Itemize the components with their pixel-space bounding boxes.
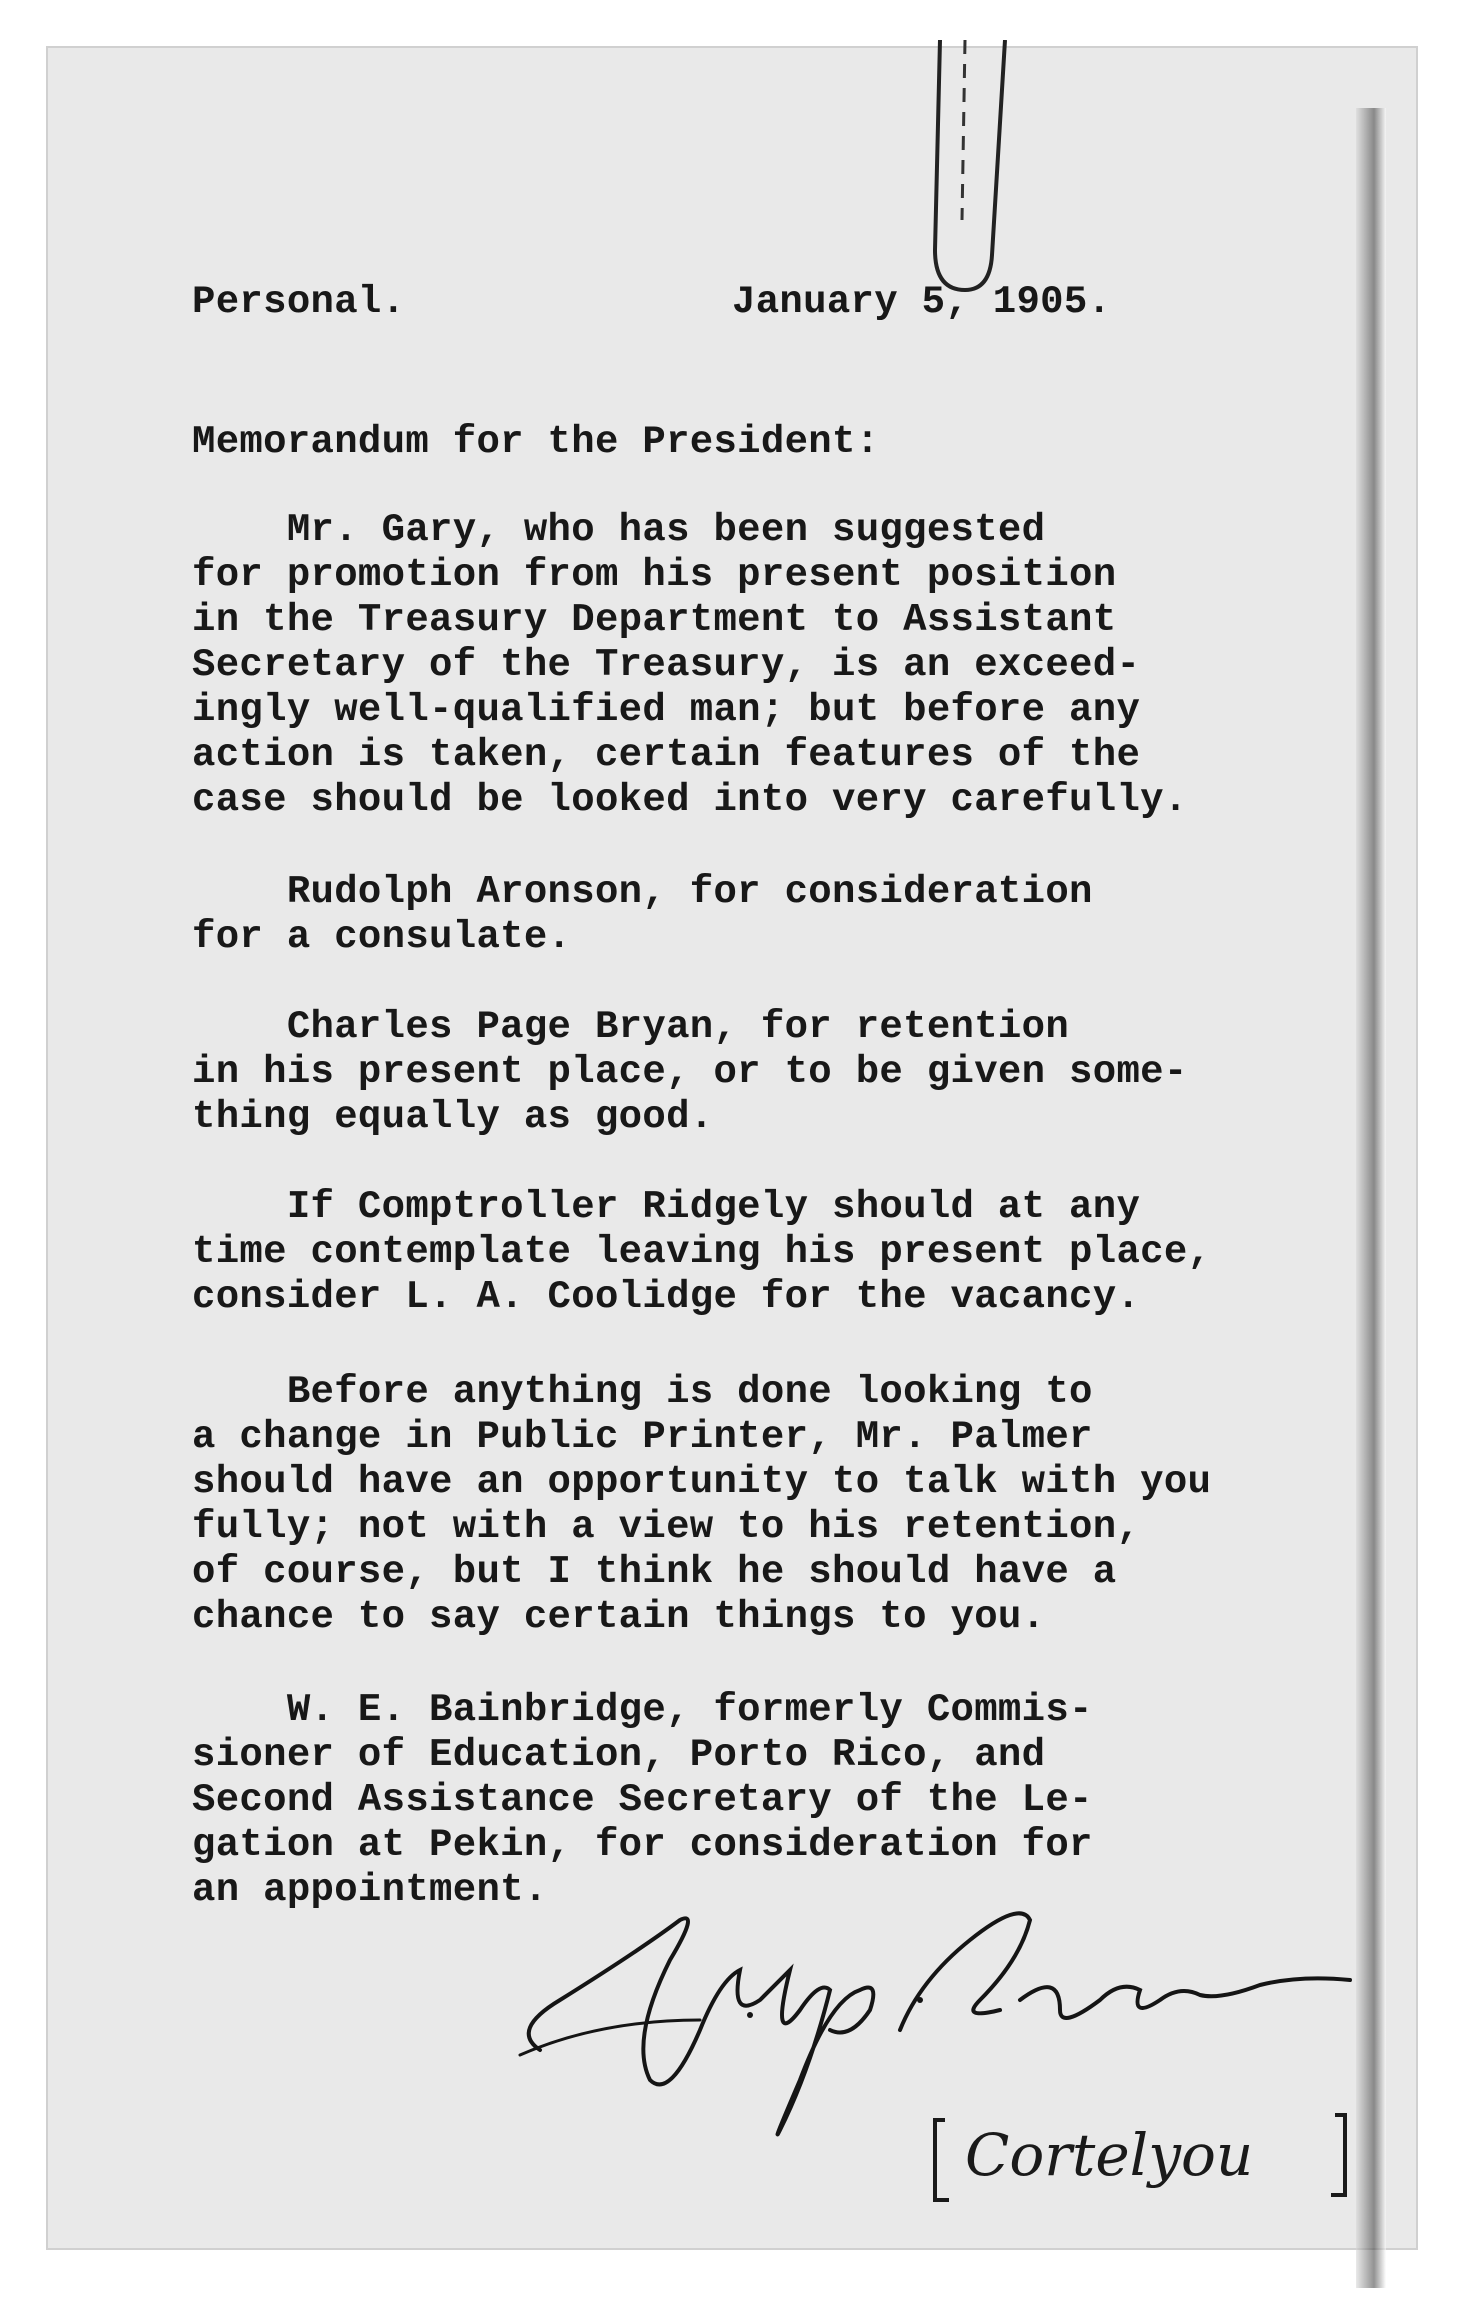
letter-date: January 5, 1905.	[732, 280, 1112, 324]
paragraph-bainbridge: W. E. Bainbridge, formerly Commis- sioner of Education, Porto Rico, and Second Assistance Secretary of the Le- gation at Pekin, for consideration for an appointment.	[192, 1688, 1093, 1912]
cortelyou-annotation	[925, 2100, 1355, 2220]
paragraph-aronson: Rudolph Aronson, for consideration for a consulate.	[192, 870, 1093, 959]
personal-marking: Personal.	[192, 280, 406, 324]
paragraph-bryan: Charles Page Bryan, for retention in his present place, or to be given some- thing equally as good.	[192, 1005, 1188, 1139]
annotation-text: Cortelyou	[965, 2121, 1254, 2189]
paragraph-gary: Mr. Gary, who has been suggested for promotion from his present position in the Treasury Department to Assistant Secretary of the Treasury, is an exceed- ingly well-qualified man; but before any action is taken, certain features of the case should be looked into very carefully.	[192, 508, 1188, 822]
paper-clip-icon	[910, 40, 1010, 300]
paragraph-ridgely: If Comptroller Ridgely should at any time contemplate leaving his present place, consider L. A. Coolidge for the vacancy.	[192, 1185, 1212, 1319]
paragraph-palmer: Before anything is done looking to a change in Public Printer, Mr. Palmer should have an opportunity to talk with you fully; not with a view to his retention, of course, but I think he should have a chance to say certain things to you.	[192, 1370, 1212, 1639]
memo-heading: Memorandum for the President:	[192, 420, 880, 464]
